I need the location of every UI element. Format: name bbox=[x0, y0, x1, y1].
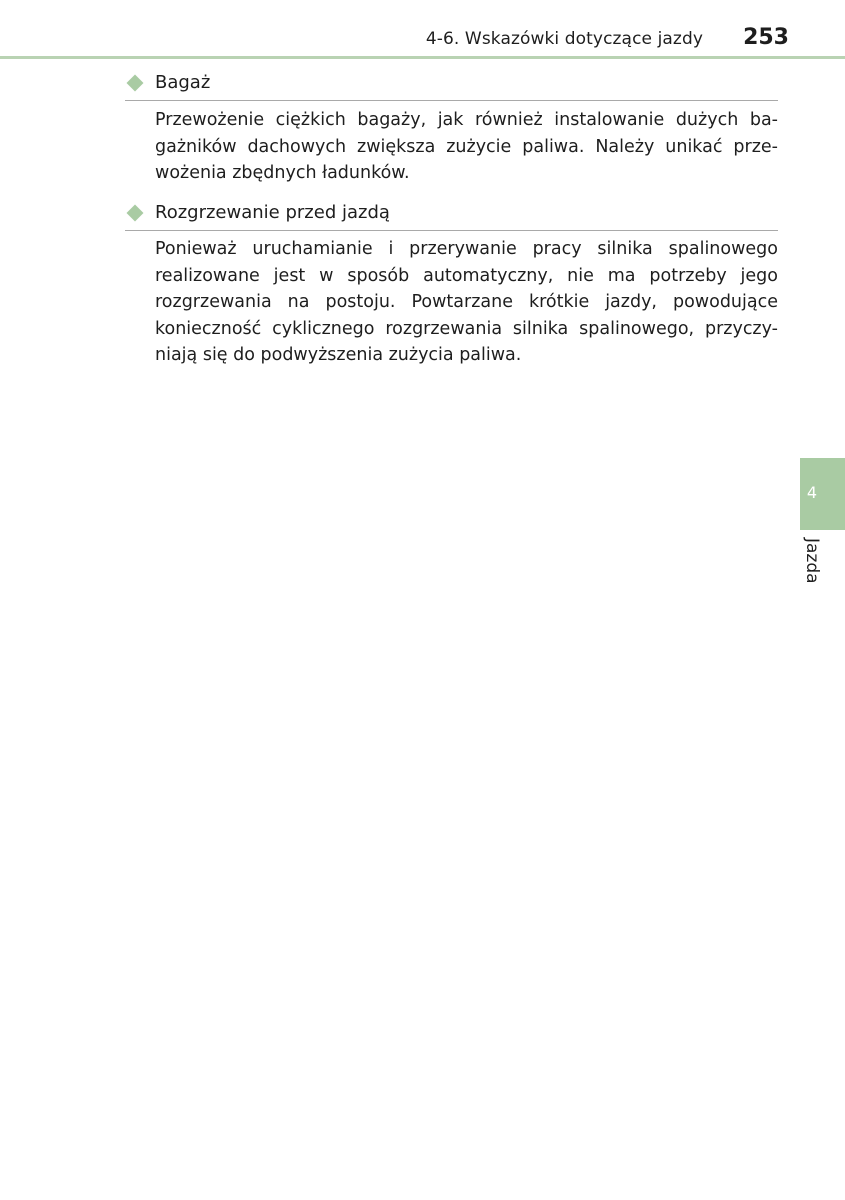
section-heading bbox=[125, 70, 778, 101]
chapter-label-text: Jazda bbox=[802, 538, 822, 584]
body-line: gażników dachowych zwiększa zużycie paliwa. Należy unikać prze- bbox=[155, 136, 778, 157]
body-line: Ponieważ uruchamianie i przerywanie pracy silnika spalinowego bbox=[155, 239, 778, 259]
body-line: niają się do podwyższenia zużycia paliwa. bbox=[155, 345, 522, 365]
body-line: wożenia zbędnych ładunków. bbox=[155, 163, 410, 183]
section-heading-text: Bagaż bbox=[155, 72, 211, 93]
page-number: 253 bbox=[743, 25, 789, 50]
section-bagaz bbox=[125, 70, 778, 187]
chapter-tab bbox=[800, 458, 845, 530]
chapter-number: 4 bbox=[806, 483, 818, 502]
chapter-label bbox=[800, 538, 824, 598]
diamond-icon bbox=[127, 205, 144, 222]
section-body bbox=[125, 236, 778, 369]
body-line: realizowane jest w sposób automatyczny, nie ma potrzeby jego bbox=[155, 265, 778, 286]
page-header bbox=[0, 0, 845, 60]
body-line: rozgrzewania na postoju. Powtarzane krótkie jazdy, powodujące bbox=[155, 292, 778, 312]
diamond-icon bbox=[127, 75, 144, 92]
section-heading-text: Rozgrzewanie przed jazdą bbox=[155, 202, 390, 223]
section-rozgrzewanie bbox=[125, 200, 778, 369]
header-rule bbox=[0, 56, 845, 59]
header-section-title: 4-6. Wskazówki dotyczące jazdy bbox=[425, 29, 703, 49]
section-body bbox=[125, 107, 778, 187]
body-line: konieczność cyklicznego rozgrzewania silnika spalinowego, przyczy- bbox=[155, 318, 778, 339]
body-line: Przewożenie ciężkich bagaży, jak również instalowanie dużych ba- bbox=[155, 110, 778, 130]
section-heading bbox=[125, 200, 778, 231]
